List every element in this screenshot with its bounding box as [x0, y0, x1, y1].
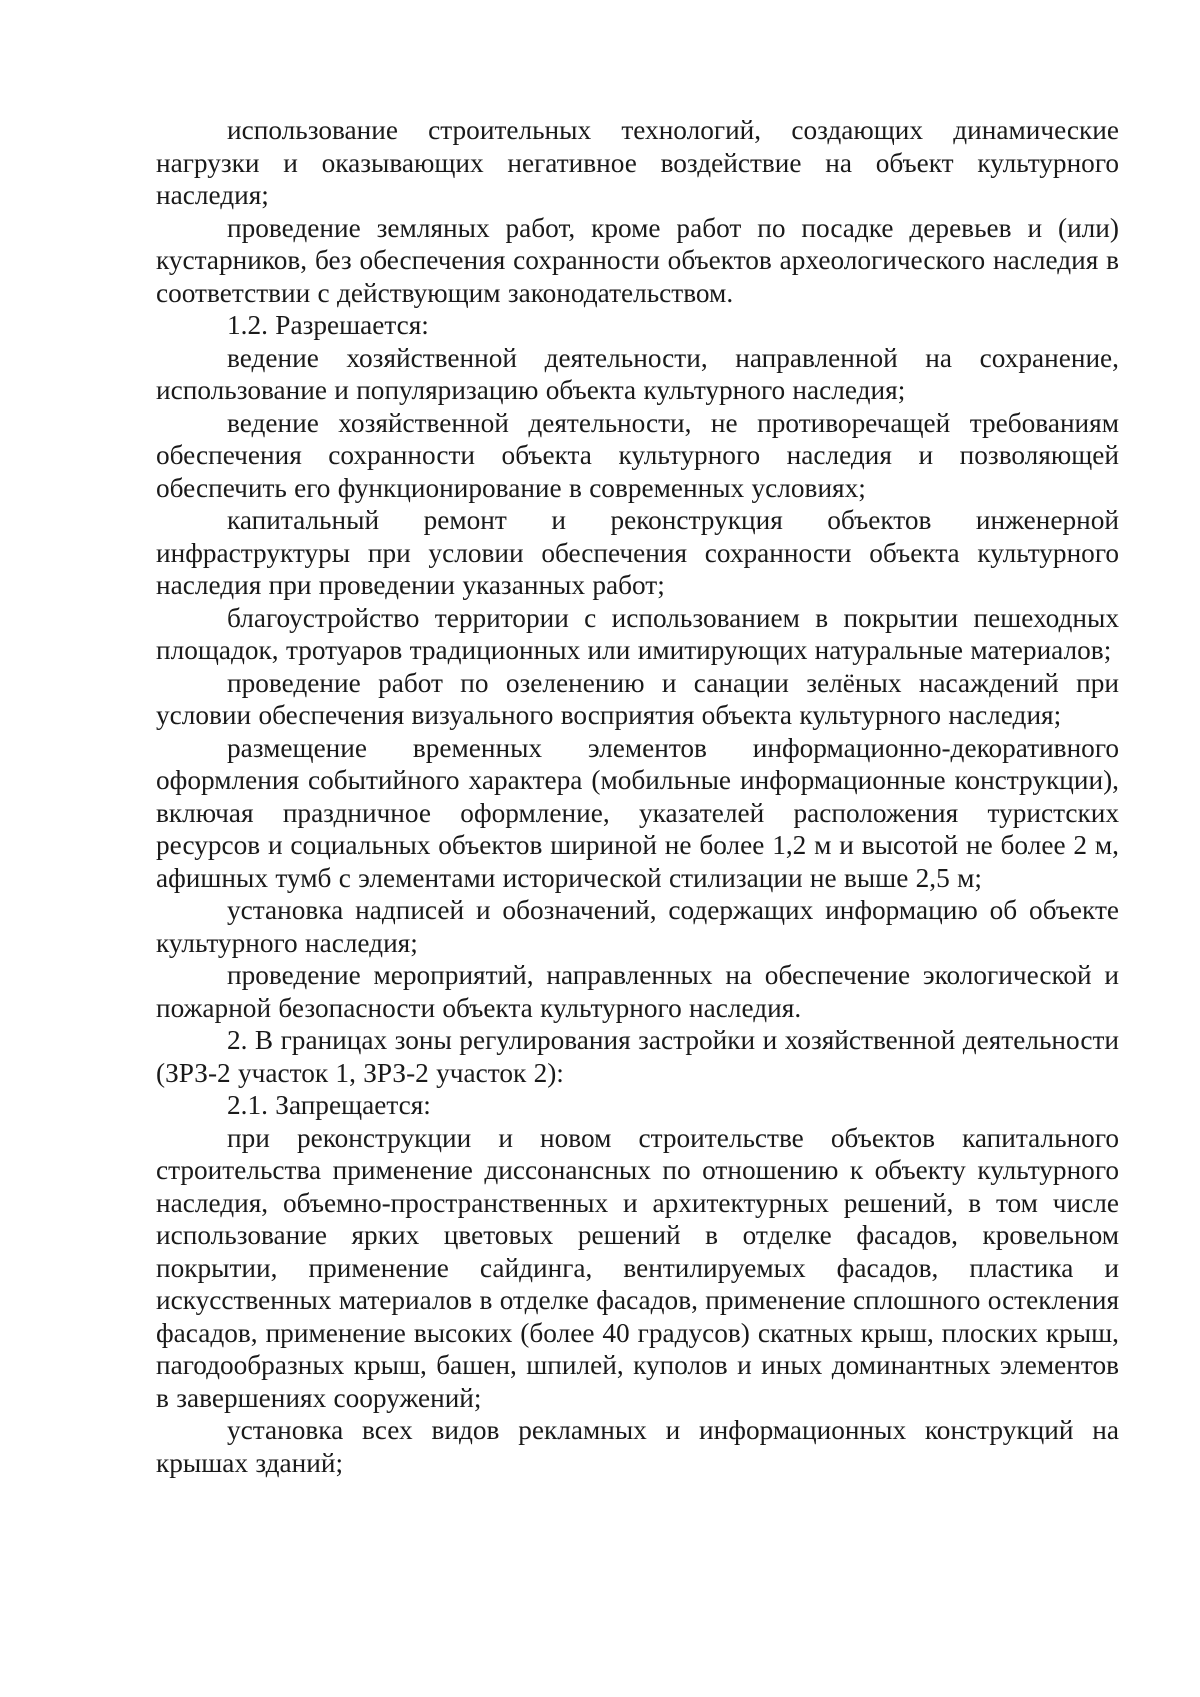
section-heading-2-1: 2.1. Запрещается:	[227, 1090, 431, 1120]
paragraph-safety-measures: проведение мероприятий, направленных на обеспечение экологической и пожарной безопасности объекта культурного наследия.	[156, 960, 1119, 1023]
paragraph-roof-advertising: установка всех видов рекламных и информационных конструкций на крышах зданий;	[156, 1415, 1119, 1478]
paragraph-infrastructure-repair: капитальный ремонт и реконструкция объектов инженерной инфраструктуры при условии обеспечения сохранности объекта культурного наследия при проведении указанных работ;	[156, 505, 1119, 600]
paragraph-dynamic-loads: использование строительных технологий, создающих динамические нагрузки и оказывающих негативное воздействие на объект культурного наследия;	[156, 115, 1119, 210]
paragraph-earthworks: проведение земляных работ, кроме работ по посадке деревьев и (или) кустарников, без обеспечения сохранности объектов археологического наследия в соответствии с действующим законодательством.	[156, 212, 1119, 308]
paragraph-signs: установка надписей и обозначений, содержащих информацию об объекте культурного наследия;	[156, 895, 1119, 958]
document-body	[156, 114, 1119, 1479]
section-heading-2: 2. В границах зоны регулирования застройки и хозяйственной деятельности (ЗРЗ-2 участок 1, ЗРЗ-2 участок 2):	[156, 1025, 1119, 1088]
paragraph-temporary-elements: размещение временных элементов информационно-декоративного оформления событийного характера (мобильные информационные конструкции), включая праздничное оформление, указателей расположения туристских ресурсов и социальных объектов шириной не более 1,2 м и высотой не более 2 м, афишных тумб с элементами исторической стилизации не выше 2,5 м;	[156, 732, 1119, 893]
paragraph-economic-activity-functioning: ведение хозяйственной деятельности, не противоречащей требованиям обеспечения сохранности объекта культурного наследия и позволяющей обеспечить его функционирование в современных условиях;	[156, 407, 1119, 503]
paragraph-reconstruction-restrictions: при реконструкции и новом строительстве объектов капитального строительства применение диссонансных по отношению к объекту культурного наследия, объемно-пространственных и архитектурных решений, в том числе использование ярких цветовых решений в отделке фасадов, кровельном покрытии, применение сайдинга, вентилируемых фасадов, пластика и искусственных материалов в отделке фасадов, применение сплошного остекления фасадов, применение высоких (более 40 градусов) скатных крыш, плоских крыш, пагодообразных крыш, башен, шпилей, куполов и иных доминантных элементов в завершениях сооружений;	[156, 1122, 1119, 1413]
paragraph-landscaping: благоустройство территории с использованием в покрытии пешеходных площадок, тротуаров традиционных или имитирующих натуральные материалов;	[156, 602, 1119, 665]
paragraph-economic-activity-preservation: ведение хозяйственной деятельности, направленной на сохранение, использование и популяризацию объекта культурного наследия;	[156, 342, 1119, 405]
section-heading-1-2: 1.2. Разрешается:	[227, 310, 429, 340]
paragraph-greening: проведение работ по озеленению и санации зелёных насаждений при условии обеспечения визуального восприятия объекта культурного наследия;	[156, 667, 1119, 730]
